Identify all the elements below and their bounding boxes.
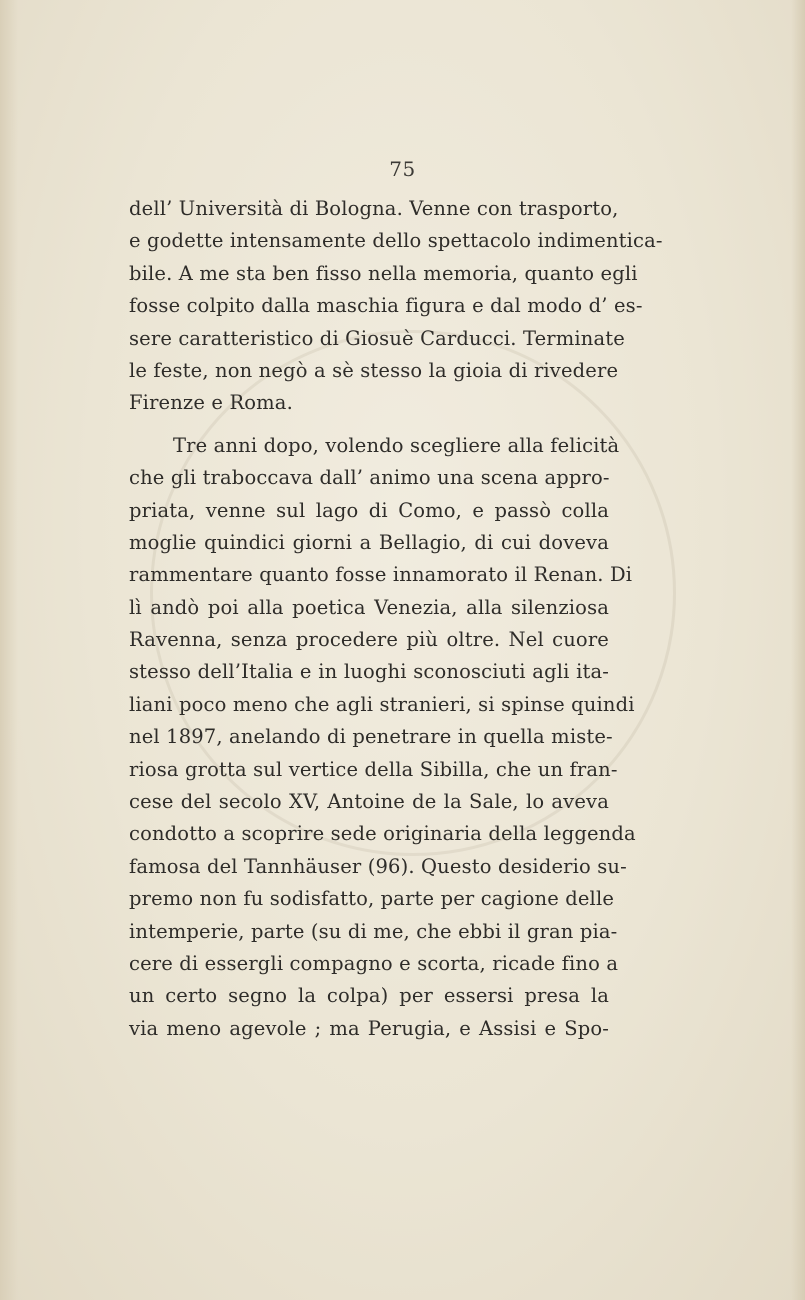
text-line: che gli traboccava dall’ animo una scena appro- <box>129 466 610 490</box>
page-number: 75 <box>389 157 416 181</box>
text-line: fosse colpito dalla maschia figura e dal modo d’ es- <box>129 294 643 318</box>
text-line: famosa del Tannhäuser (96). Questo desiderio su- <box>129 854 627 878</box>
text-line: un certo segno la colpa) per essersi presa la <box>129 984 609 1008</box>
text-line: premo non fu sodisfatto, parte per cagione delle <box>129 887 615 911</box>
text-line: via meno agevole ; ma Perugia, e Assisi e Spo- <box>129 1016 609 1040</box>
text-line: dell’ Università di Bologna. Venne con trasporto, <box>129 197 619 220</box>
paragraph <box>129 430 636 1045</box>
text-line: riosa grotta sul vertice della Sibilla, che un fran- <box>129 757 618 781</box>
text-line: cere di essergli compagno e scorta, ricade fino a <box>129 951 619 975</box>
text-line: rammentare quanto fosse innamorato il Renan. Di <box>129 563 633 587</box>
text-line: Tre anni dopo, volendo scegliere alla felicità <box>173 433 620 457</box>
page-edge-left <box>0 0 18 1300</box>
text-line: lì andò poi alla poetica Venezia, alla silenziosa <box>129 595 609 619</box>
text-line: e godette intensamente dello spettacolo indimentica- <box>129 229 663 253</box>
text-line: cese del secolo XV, Antoine de la Sale, lo aveva <box>129 790 609 814</box>
text-line: liani poco meno che agli stranieri, si spinse quindi <box>129 692 635 716</box>
text-line: intemperie, parte (su di me, che ebbi il gran pia- <box>129 919 618 943</box>
paragraph-gap <box>129 420 609 430</box>
text-line: le feste, non negò a sè stesso la gioia di rivedere <box>129 358 619 382</box>
body-text <box>129 193 663 1045</box>
text-line: stesso dell’Italia e in luoghi sconosciuti agli ita- <box>129 660 609 684</box>
text-line: Firenze e Roma. <box>129 391 293 415</box>
text-line: sere caratteristico di Giosuè Carducci. Terminate <box>129 326 625 350</box>
text-line: nel 1897, anelando di penetrare in quella miste- <box>129 725 613 749</box>
text-line: condotto a scoprire sede originaria della leggenda <box>129 822 636 846</box>
text-line: moglie quindici giorni a Bellagio, di cui doveva <box>129 530 609 554</box>
text-line: bile. A me sta ben fisso nella memoria, quanto egli <box>129 261 638 285</box>
text-line: priata, venne sul lago di Como, e passò colla <box>129 498 609 522</box>
text-line: Ravenna, senza procedere più oltre. Nel cuore <box>129 628 609 652</box>
paragraph <box>129 193 663 420</box>
page-edge-right <box>791 0 805 1300</box>
